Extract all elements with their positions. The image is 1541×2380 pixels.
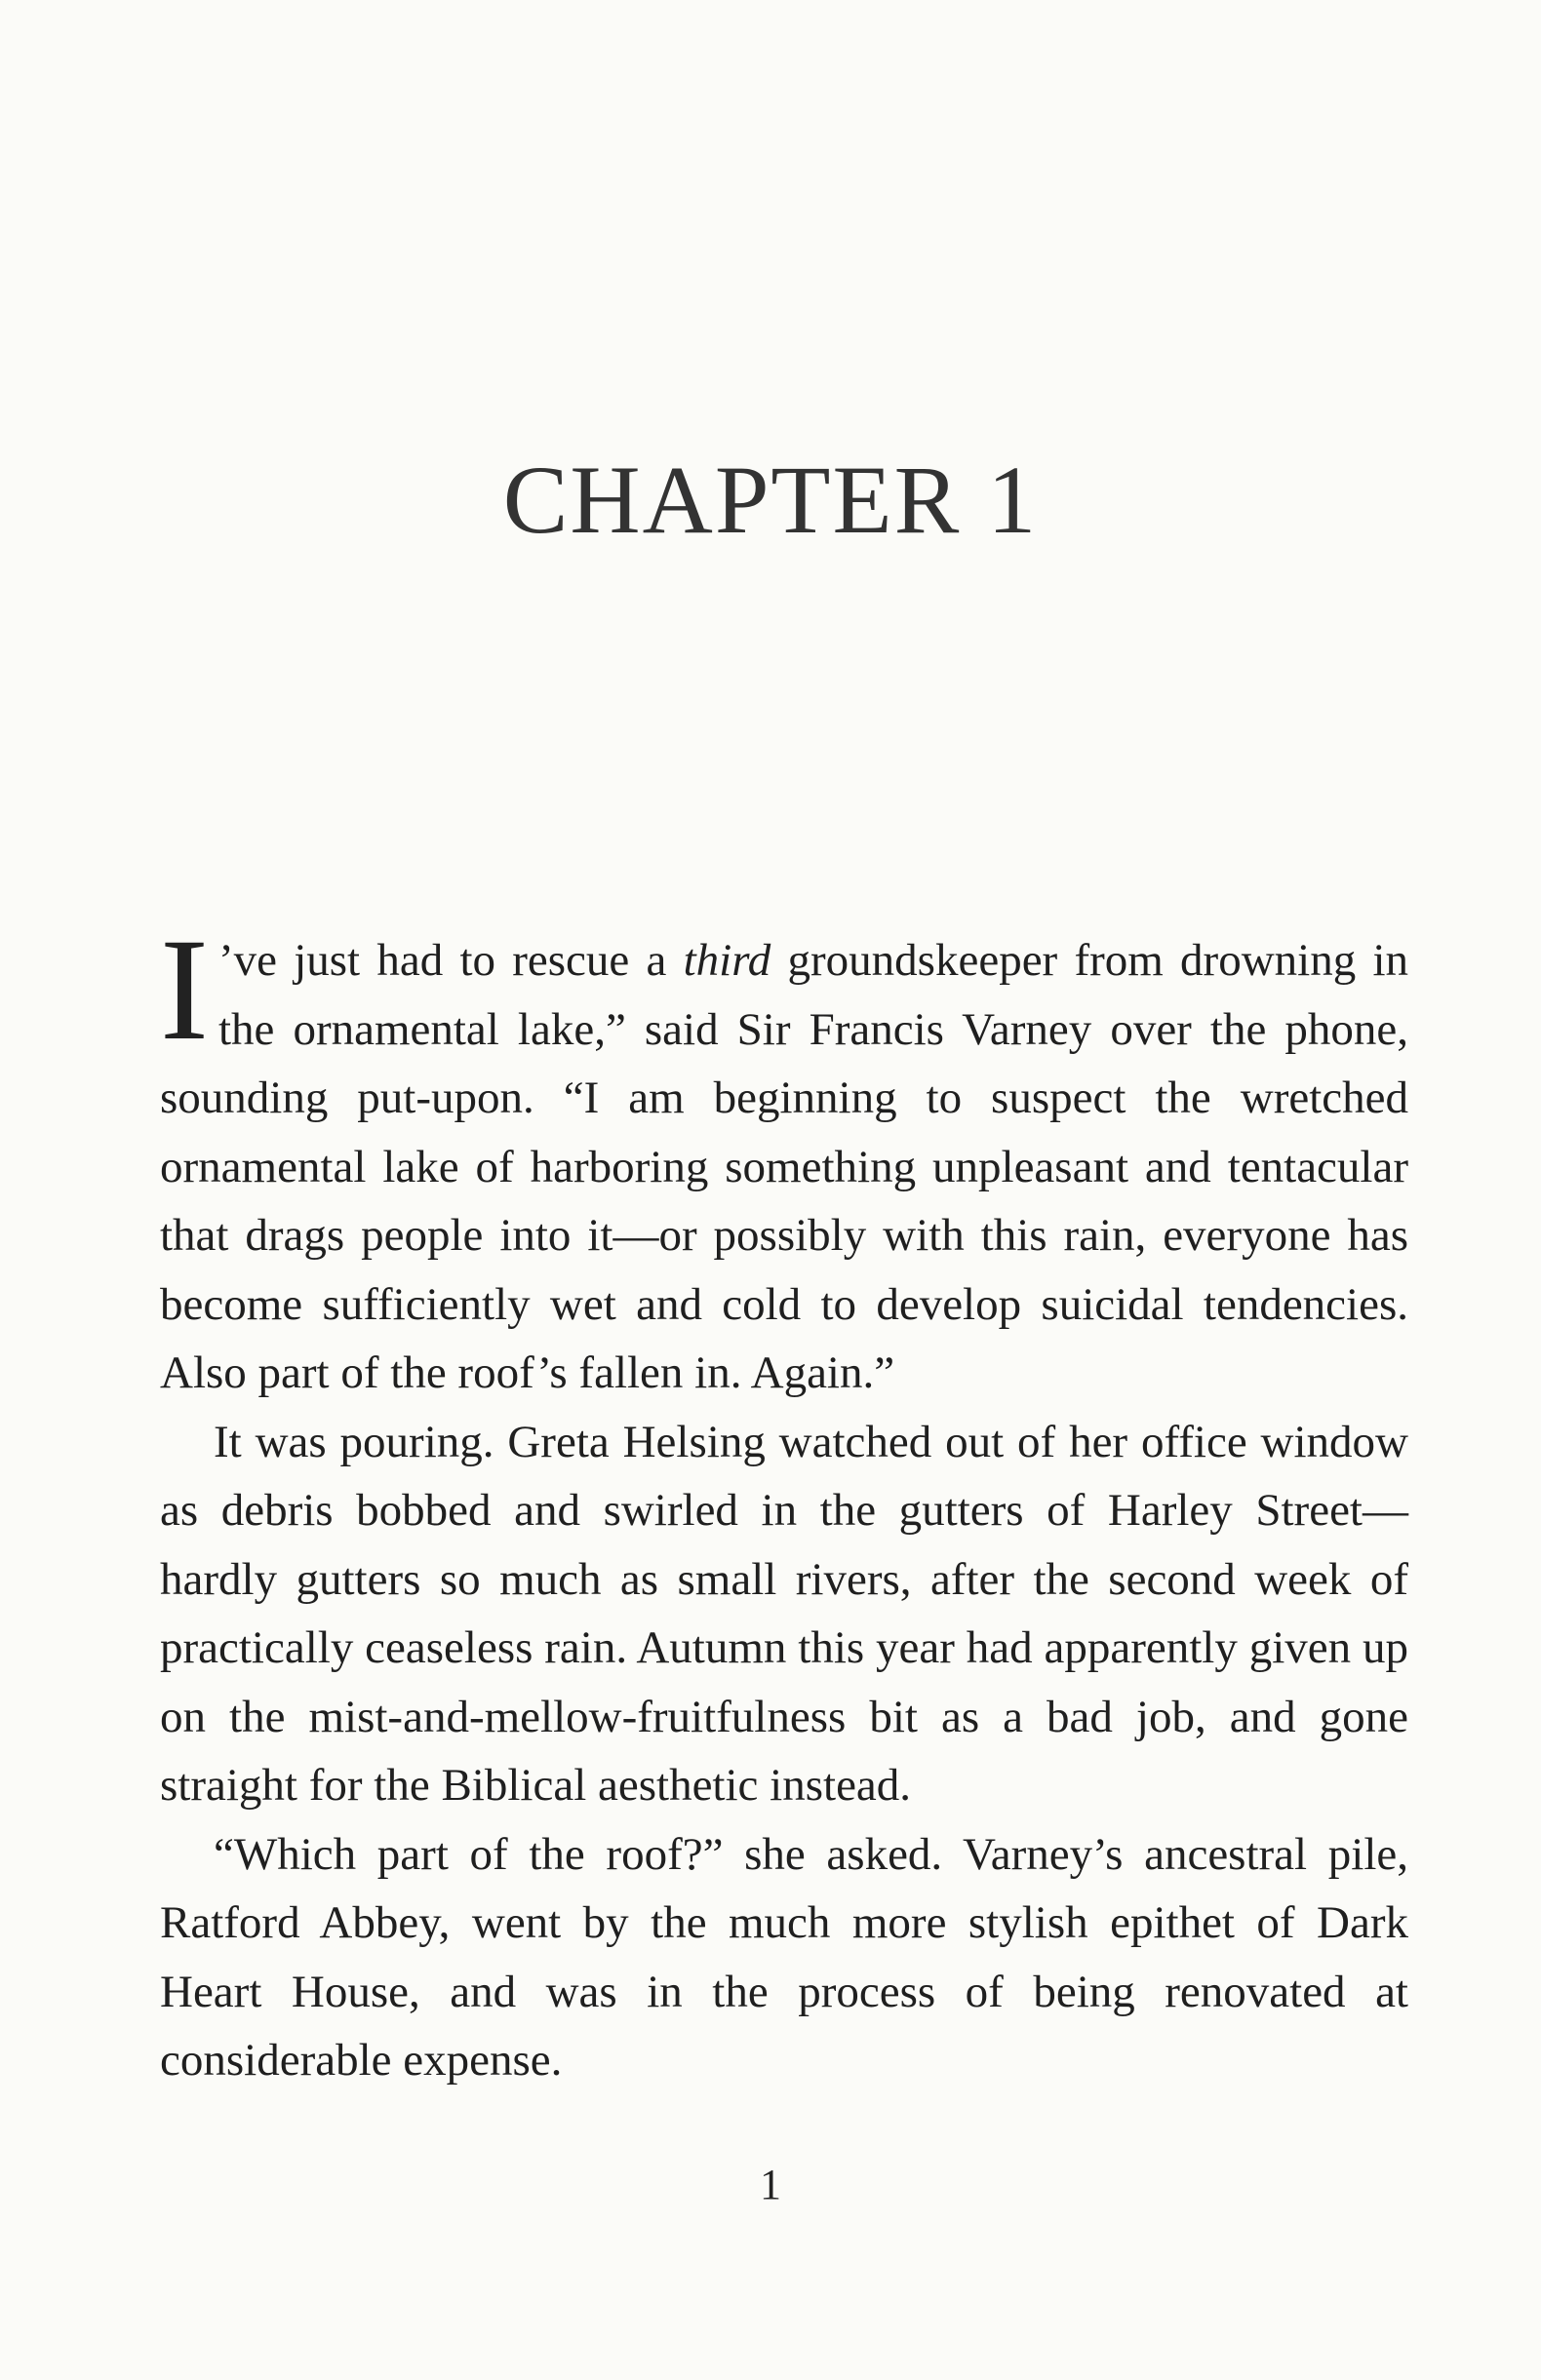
drop-cap: I [160, 909, 209, 1071]
body-text [160, 909, 1408, 2095]
paragraph-1 [160, 909, 1408, 1408]
paragraph-2: It was pouring. Greta Helsing watched out of her office window as debris bobbed and swirled in the gutters of Harley Street—hardly gutters so much as small rivers, after the second week of practically ceaseless rain. Autumn this year had apparently given up on the mist-and-mellow-fruitfulness bit as a bad job, and gone straight for the Biblical aesthetic instead. [160, 1416, 1408, 1811]
emphasized-word: third [683, 935, 771, 986]
chapter-title: CHAPTER 1 [502, 446, 1039, 554]
paragraph-1-text-end: groundskeeper from drowning in the ornamental lake,” said Sir Francis Varney over the phone, sounding put-upon. “I am beginning to suspect the wretched ornamental lake of harboring something unpleasant and tentacular that drags people into it—or possibly with this rain, everyone has become sufficiently wet and cold to develop suicidal tendencies. Also part of the roof’s fallen in. Again.” [160, 935, 1408, 1398]
paragraph-3: “Which part of the roof?” she asked. Varney’s ancestral pile, Ratford Abbey, went by the much more stylish epithet of Dark Heart House, and was in the process of being renovated at considerable expense. [160, 1828, 1408, 2086]
paragraph-1-text-start: ’ve just had to rescue a [217, 935, 684, 986]
page-number: 1 [760, 2161, 781, 2208]
